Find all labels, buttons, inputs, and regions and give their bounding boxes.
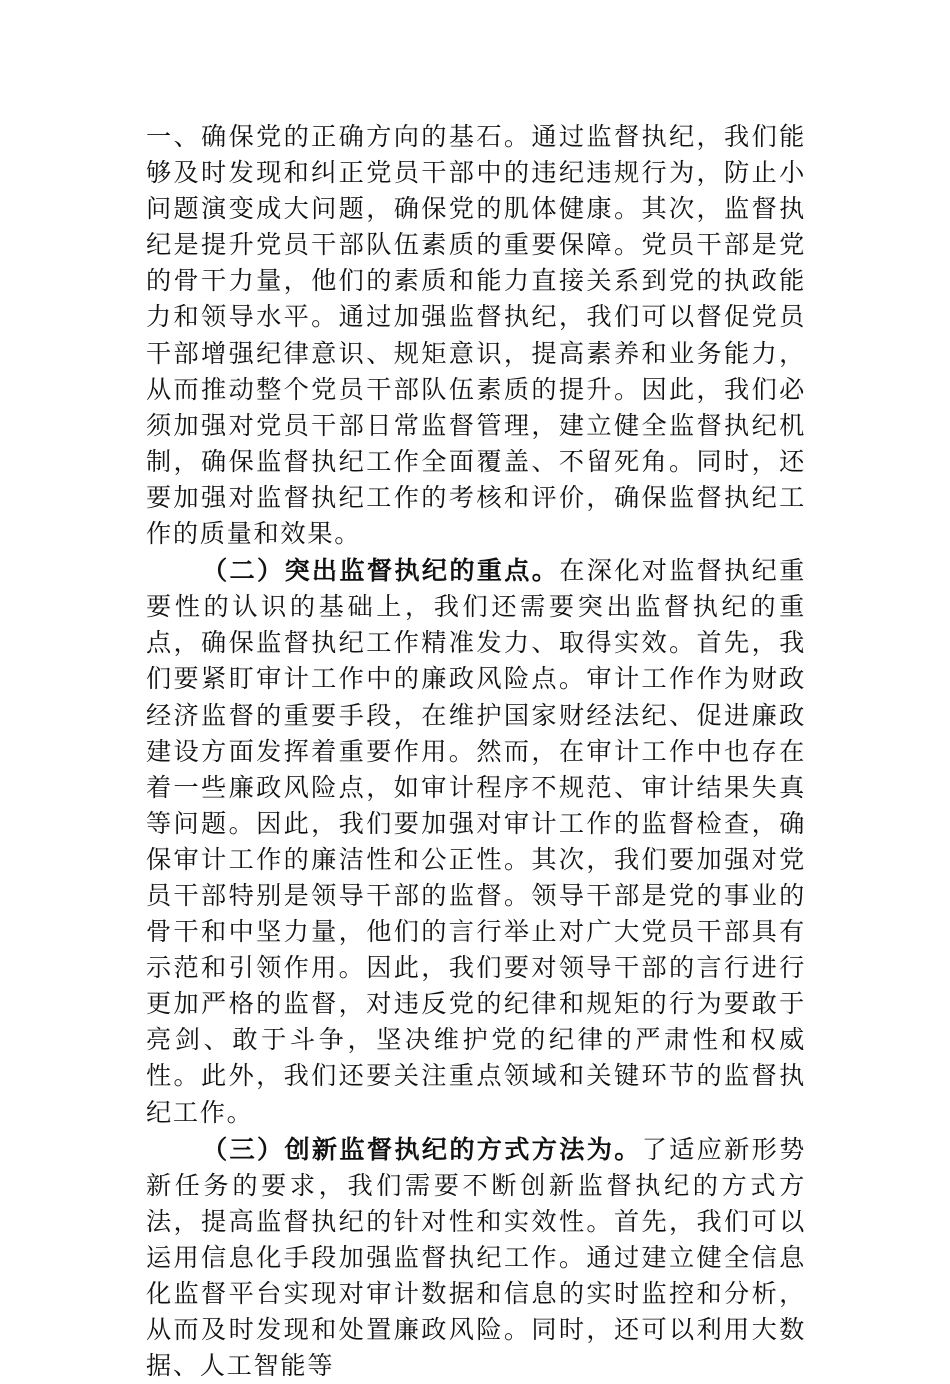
paragraph-1: [146, 118, 806, 552]
paragraph-2-text: 在深化对监督执纪重要性的认识的基础上，我们还需要突出监督执纪的重点，确保监督执纪工作精准发力、取得实效。首先，我们要紧盯审计工作中的廉政风险点。审计工作作为财政经济监督的重要手段，在维护国家财经法纪、促进廉政建设方面发挥着重要作用。然而，在审计工作中也存在着一些廉政风险点，如审计程序不规范、审计结果失真等问题。因此，我们要加强对审计工作的监督检查，确保审计工作的廉洁性和公正性。其次，我们要加强对党员干部特别是领导干部的监督。领导干部是党的事业的骨干和中坚力量，他们的言行举止对广大党员干部具有示范和引领作用。因此，我们要对领导干部的言行进行更加严格的监督，对违反党的纪律和规矩的行为要敢于亮剑、敢于斗争，坚决维护党的纪律的严肃性和权威性。此外，我们还要关注重点领域和关键环节的监督执纪工作。: [146, 556, 806, 1127]
paragraph-3-text: 了适应新形势新任务的要求，我们需要不断创新监督执纪的方式方法，提高监督执纪的针对性和实效性。首先，我们可以运用信息化手段加强监督执纪工作。通过建立健全信息化监督平台实现对审计数据和信息的实时监控和分析，从而及时发现和处置廉政风险。同时，还可以利用大数据、人工智能等: [146, 1134, 806, 1381]
document-body: [146, 118, 806, 1384]
paragraph-2-heading: （二）突出监督执纪的重点。: [202, 555, 560, 586]
paragraph-3-heading: （三）创新监督执纪的方式方法为。: [202, 1133, 642, 1164]
paragraph-3: [146, 1131, 806, 1384]
paragraph-2: [146, 552, 806, 1131]
paragraph-1-text: 一、确保党的正确方向的基石。通过监督执纪，我们能够及时发现和纠正党员干部中的违纪违规行为，防止小问题演变成大问题，确保党的肌体健康。其次，监督执纪是提升党员干部队伍素质的重要保障。党员干部是党的骨干力量，他们的素质和能力直接关系到党的执政能力和领导水平。通过加强监督执纪，我们可以督促党员干部增强纪律意识、规矩意识，提高素养和业务能力，从而推动整个党员干部队伍素质的提升。因此，我们必须加强对党员干部日常监督管理，建立健全监督执纪机制，确保监督执纪工作全面覆盖、不留死角。同时，还要加强对监督执纪工作的考核和评价，确保监督执纪工作的质量和效果。: [146, 122, 806, 549]
